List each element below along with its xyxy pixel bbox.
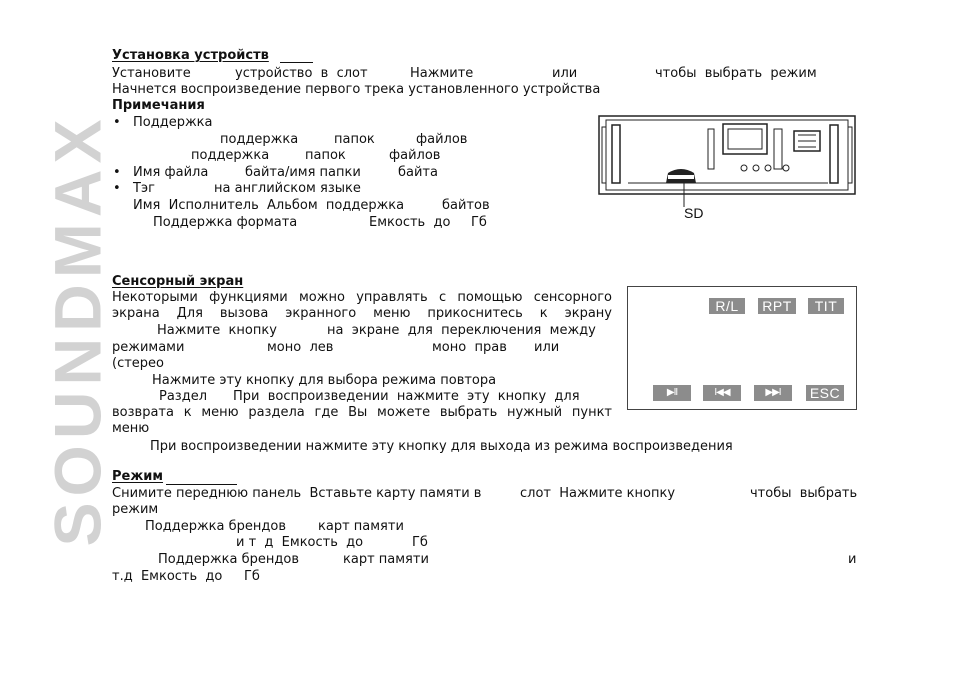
text-fragment: При воспроизведении нажмите эту кнопку для [233,389,580,404]
text-fragment: Имя файла [133,165,209,180]
text-line: При воспроизведении нажмите эту кнопку для выхода из режима воспроизведения [150,439,733,454]
text-fragment: карт памяти [318,519,404,534]
text-fragment: Емкость до [369,215,451,230]
next-track-button[interactable]: ▶▶I [754,385,792,401]
bullet-icon: • [113,115,121,130]
repeat-button[interactable]: RPT [758,298,796,314]
text-line: Нажмите эту кнопку для выбора режима повтора [152,373,497,388]
text-fragment: байтов [442,198,490,213]
text-fragment: на экране для переключения между [327,323,596,338]
text-fragment: и т д Емкость до [236,535,364,550]
previous-track-button[interactable]: I◀◀ [703,385,741,401]
text-fragment: Поддержка [133,115,213,130]
text-line: режим [112,502,159,517]
text-fragment: Снимите переднюю панель Вставьте карту памяти в [112,486,482,501]
text-fragment: поддержка [220,132,299,147]
text-fragment: чтобы выбрать режим [655,66,817,81]
notes-heading: Примечания [112,98,205,113]
text-fragment: байта [398,165,438,180]
rl-button[interactable]: R/L [709,298,745,314]
bullet-icon: • [113,181,121,196]
title-button[interactable]: TIT [808,298,844,314]
text-fragment: файлов [389,148,441,163]
touchscreen-panel [627,286,857,410]
heading-underline [166,484,237,485]
text-fragment: папок [305,148,346,163]
brand-watermark: SOUNDMAX [40,113,115,547]
text-fragment: Имя Исполнитель Альбом поддержка [133,198,405,213]
text-fragment: и [848,552,857,567]
section-heading-install: Установка устройств [112,48,269,63]
text-line: (стерео [112,356,164,371]
text-fragment: или [552,66,578,81]
text-fragment: папок [334,132,375,147]
text-fragment: поддержка [191,148,270,163]
sd-slot-label: SD [684,205,704,221]
text-fragment: моно прав [432,340,507,355]
text-line: меню [112,421,150,436]
text-fragment: Раздел [159,389,208,404]
text-fragment: Нажмите кнопку [157,323,277,338]
text-fragment: Нажмите [410,66,474,81]
text-fragment: Поддержка брендов [145,519,286,534]
text-fragment: режимами [112,340,185,355]
paragraph: Некоторыми функциями можно управлять с помощью сенсорного экрана Для вызова экранного меню прикоснитесь к экрану [112,290,612,321]
text-fragment: Тэг [133,181,155,196]
text-fragment: чтобы выбрать [750,486,858,501]
text-fragment: или [534,340,560,355]
text-line: возврата к меню раздела где Вы можете выбрать нужный пункт [112,405,612,420]
heading-underline [280,62,313,63]
play-pause-button[interactable]: ▶II [653,385,691,401]
text-fragment: файлов [416,132,468,147]
text-fragment: байта/имя папки [245,165,361,180]
text-fragment: т.д Емкость до [112,569,223,584]
bullet-icon: • [113,165,121,180]
text-fragment: Гб [471,215,487,230]
text-line: Начнется воспроизведение первого трека установленного устройства [112,82,601,97]
section-heading-mode: Режим [112,469,164,484]
head-unit-illustration [598,115,856,195]
text-fragment: Установите [112,66,191,81]
text-fragment: Поддержка брендов [158,552,299,567]
escape-button[interactable]: ESC [806,385,844,401]
text-fragment: Поддержка формата [153,215,298,230]
text-fragment: Гб [244,569,260,584]
text-fragment: слот Нажмите кнопку [520,486,676,501]
text-fragment: на английском языке [214,181,361,196]
text-fragment: моно лев [267,340,334,355]
text-fragment: Гб [412,535,428,550]
section-heading-touchscreen: Сенсорный экран [112,274,244,289]
text-fragment: устройство в слот [235,66,368,81]
text-fragment: карт памяти [343,552,429,567]
